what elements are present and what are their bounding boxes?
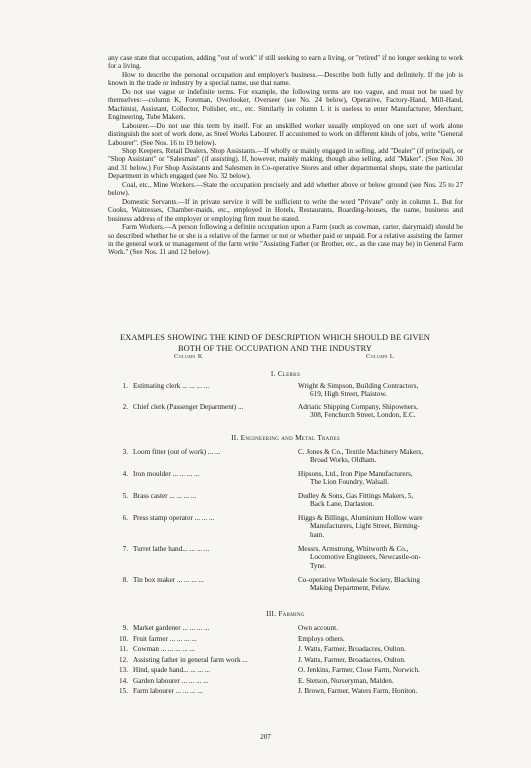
- employer-line: Wright & Simpson, Building Contractors,: [298, 382, 419, 390]
- employer-entry: [298, 514, 463, 539]
- entry-number: 12.: [119, 655, 128, 664]
- occupation-entry: [108, 470, 288, 478]
- entry-number: 10.: [119, 634, 128, 643]
- instruction-paragraph: Do not use vague or indefinite terms. For example, the following terms are too vague, and must not be used by themselves:—column K, Foreman, Overlooker, Overseer (see No. 24 below), Operative, Factory-Hand, Mill-Hand, Machinist, Assistant, Collector, Polisher, etc., etc. Similarly in column L it is useless to enter Manufacturer, Merchant, Engineering, Tube Makers.: [108, 87, 463, 122]
- employer-entry: [298, 545, 463, 570]
- occupation-entry: [108, 382, 288, 390]
- section-title-engineering: II. Engineering and Metal Trades: [231, 434, 340, 442]
- entry-number: 14.: [119, 676, 128, 685]
- entry-number: 6.: [122, 514, 128, 522]
- employer-entry: [298, 624, 463, 632]
- employer-line: 308, Fenchurch Street, London, E.C.: [310, 411, 416, 420]
- occupation-text: Cowman ... ... ... ... ...: [133, 645, 195, 653]
- occupation-entry: [108, 448, 288, 456]
- employer-entry: [298, 645, 463, 653]
- entry-number: 9.: [122, 624, 128, 632]
- occupation-text: Hind, spade hand... ... ... ...: [133, 666, 211, 674]
- occupation-entry: [108, 403, 288, 411]
- occupation-entry: [108, 576, 288, 584]
- occupation-text: Turret lathe hand... ... ... ...: [133, 545, 210, 553]
- employer-line: Own account.: [298, 624, 338, 632]
- entry-number: 11.: [119, 645, 128, 653]
- entry-number: 1.: [122, 382, 128, 390]
- employer-entry: [298, 470, 463, 487]
- employer-line: Higgs & Billings, Aluminium Hollow ware: [298, 514, 423, 522]
- occupation-entry: [108, 656, 288, 664]
- entry-number: 5.: [122, 492, 128, 500]
- occupation-text: Brass caster ... ... ... ...: [133, 492, 197, 500]
- employer-line: J. Watts, Farmer, Broadacres, Oulton.: [298, 655, 406, 664]
- entry-number: 3.: [122, 448, 128, 456]
- employer-line: Making Department, Pelaw.: [310, 584, 391, 593]
- column-k-header: Column K: [174, 353, 203, 360]
- employer-line: E. Stetson, Nurseryman, Malden.: [298, 676, 394, 685]
- occupation-entry: [108, 624, 288, 632]
- occupation-entry: [108, 687, 288, 695]
- occupation-entry: [108, 645, 288, 653]
- employer-line: Co-operative Wholesale Society, Blacking: [298, 576, 420, 584]
- employer-line: Adriatic Shipping Company, Shipowners,: [298, 403, 418, 411]
- occupation-text: Assisting father in general farm work ...: [133, 655, 248, 664]
- occupation-text: Garden labourer ... ... ... ...: [133, 676, 209, 685]
- occupation-text: Iron moulder ... ... ... ...: [133, 470, 200, 478]
- entry-number: 2.: [122, 403, 128, 411]
- instruction-paragraph: Farm Workers.—A person following a definite occupation upon a Farm (such as cowman, carter, dairymaid) should be so described whether he or she is a relative of the farmer or not or whether paid or unpaid. For a relative assisting the farmer in the general work or management of the farm write "Assisting Father (or Brother, etc., as the case may be) in General Farm Work." (See Nos. 11 and 12 below).: [108, 223, 464, 257]
- employer-entry: [298, 382, 463, 399]
- occupation-text: Estimating clerk ... ... ... ...: [133, 382, 210, 390]
- employer-line: 619, High Street, Plaistow.: [310, 390, 387, 399]
- occupation-text: Press stamp operator ... ... ...: [133, 514, 215, 522]
- entry-number: 15.: [119, 687, 128, 695]
- employer-line: Employs others.: [298, 634, 345, 643]
- instruction-paragraph: Coal, etc., Mine Workers.—State the occupation precisely and add whether above or below ground (see Nos. 25 to 27 below).: [108, 180, 463, 198]
- employer-line: O. Jenkins, Farmer, Close Farm, Norwich.: [298, 666, 420, 674]
- employer-line: Messrs. Armstrong, Whitworth & Co.,: [298, 545, 409, 553]
- employer-entry: [298, 576, 463, 593]
- instruction-paragraph: Domestic Servants.—If in private service it will be sufficient to write the word "Private" only in column L. But for Cooks, Waitresses, Chamber-maids, etc., employed in Hotels, Restaurants, Boarding-houses, the name, business and business address of the employer or employing firm must be stated.: [108, 197, 463, 223]
- examples-heading-line-2: BOTH OF THE OCCUPATION AND THE INDUSTRY: [177, 344, 373, 353]
- employer-line: C. Jones & Co., Textile Machinery Makers,: [298, 448, 424, 456]
- examples-heading-line-1: EXAMPLES SHOWING THE KIND OF DESCRIPTION WHICH SHOULD BE GIVEN: [120, 333, 430, 342]
- occupation-entry: [108, 677, 288, 685]
- occupation-text: Tin box maker ... ... ... ...: [133, 576, 204, 584]
- instruction-paragraph: Labourer.—Do not use this term by itself. For an unskilled worker usually employed on one sort of work alone distinguish the sort of work done, as Steel Works Labourer. If accustomed to work on different kinds of jobs, write "General Labourer". (See Nos. 16 to 19 below).: [108, 121, 463, 147]
- employer-line: Tyne.: [310, 561, 327, 570]
- occupation-entry: [108, 492, 288, 500]
- occupation-entry: [108, 514, 288, 522]
- employer-entry: [298, 666, 463, 674]
- instruction-paragraph: any case state that occupation, adding "out of work" if still seeking to earn a living, or "retired" if no longer seeking to work for a living.: [108, 54, 463, 71]
- employer-entry: [298, 403, 463, 420]
- examples-heading: [65, 332, 485, 354]
- employer-entry: [298, 656, 463, 664]
- employer-entry: [298, 448, 463, 465]
- employer-entry: [298, 677, 463, 685]
- instruction-paragraph: How to describe the personal occupation and employer's business.—Describe both fully and definitely. If the job is known in the trade or industry by a special name, use that name.: [108, 70, 463, 88]
- entry-number: 4.: [122, 470, 128, 478]
- occupation-text: Fruit farmer ... ... ... ...: [133, 634, 197, 643]
- instruction-paragraph: Shop Keepers, Retail Dealers, Shop Assistants.—If wholly or mainly engaged in selling, add "Dealer" (if principal), or "Shop Assistant" or "Salesman" (if assisting). If, however, mainly making, though also selling, add "Maker". (See Nos. 30 and 31 below.) For Shop Assistants and Salesmen in Co-operative Stores and other departmental shops, state the particular Department in which engaged (see No. 32 below).: [108, 146, 463, 181]
- employer-line: Hipsons, Ltd., Iron Pipe Manufacturers,: [298, 470, 413, 478]
- section-title-farming: III. Farming: [266, 610, 305, 618]
- employer-entry: [298, 635, 463, 643]
- entry-number: 7.: [122, 545, 128, 553]
- employer-line: Manufacturers, Light Street, Birming-: [310, 522, 420, 531]
- employer-line: The Lion Foundry, Walsall.: [310, 478, 389, 487]
- employer-entry: [298, 492, 463, 509]
- occupation-entry: [108, 666, 288, 674]
- employer-line: J. Watts, Farmer, Broadacres, Oulton.: [298, 645, 406, 653]
- employer-line: Dudley & Sons, Gas Fittings Makers, 5,: [298, 492, 414, 500]
- entry-number: 8.: [122, 576, 128, 584]
- occupation-text: Market gardener ... ... ... ...: [133, 624, 210, 632]
- section-title-clerks: I. Clerks: [270, 370, 301, 378]
- employer-line: Back Lane, Darlaston.: [310, 500, 375, 509]
- entry-number: 13.: [119, 666, 128, 674]
- employer-line: J. Brown, Farmer, Waters Farm, Honiton.: [298, 687, 418, 695]
- occupation-entry: [108, 545, 288, 553]
- employer-line: Broad Works, Oldham.: [310, 456, 377, 465]
- occupation-text: Loom fitter (out of work) ... ...: [133, 448, 221, 456]
- page-number: 207: [260, 733, 271, 741]
- employer-line: Locomotive Engineers, Newcastle-on-: [310, 553, 421, 562]
- occupation-text: Farm labourer ... ... ... ...: [133, 687, 203, 695]
- instructions-block: [108, 54, 463, 257]
- employer-line: ham.: [310, 530, 325, 539]
- occupation-text: Chief clerk (Passenger Department) ...: [133, 403, 244, 411]
- column-l-header: Column L: [366, 353, 395, 360]
- employer-entry: [298, 687, 463, 695]
- occupation-entry: [108, 635, 288, 643]
